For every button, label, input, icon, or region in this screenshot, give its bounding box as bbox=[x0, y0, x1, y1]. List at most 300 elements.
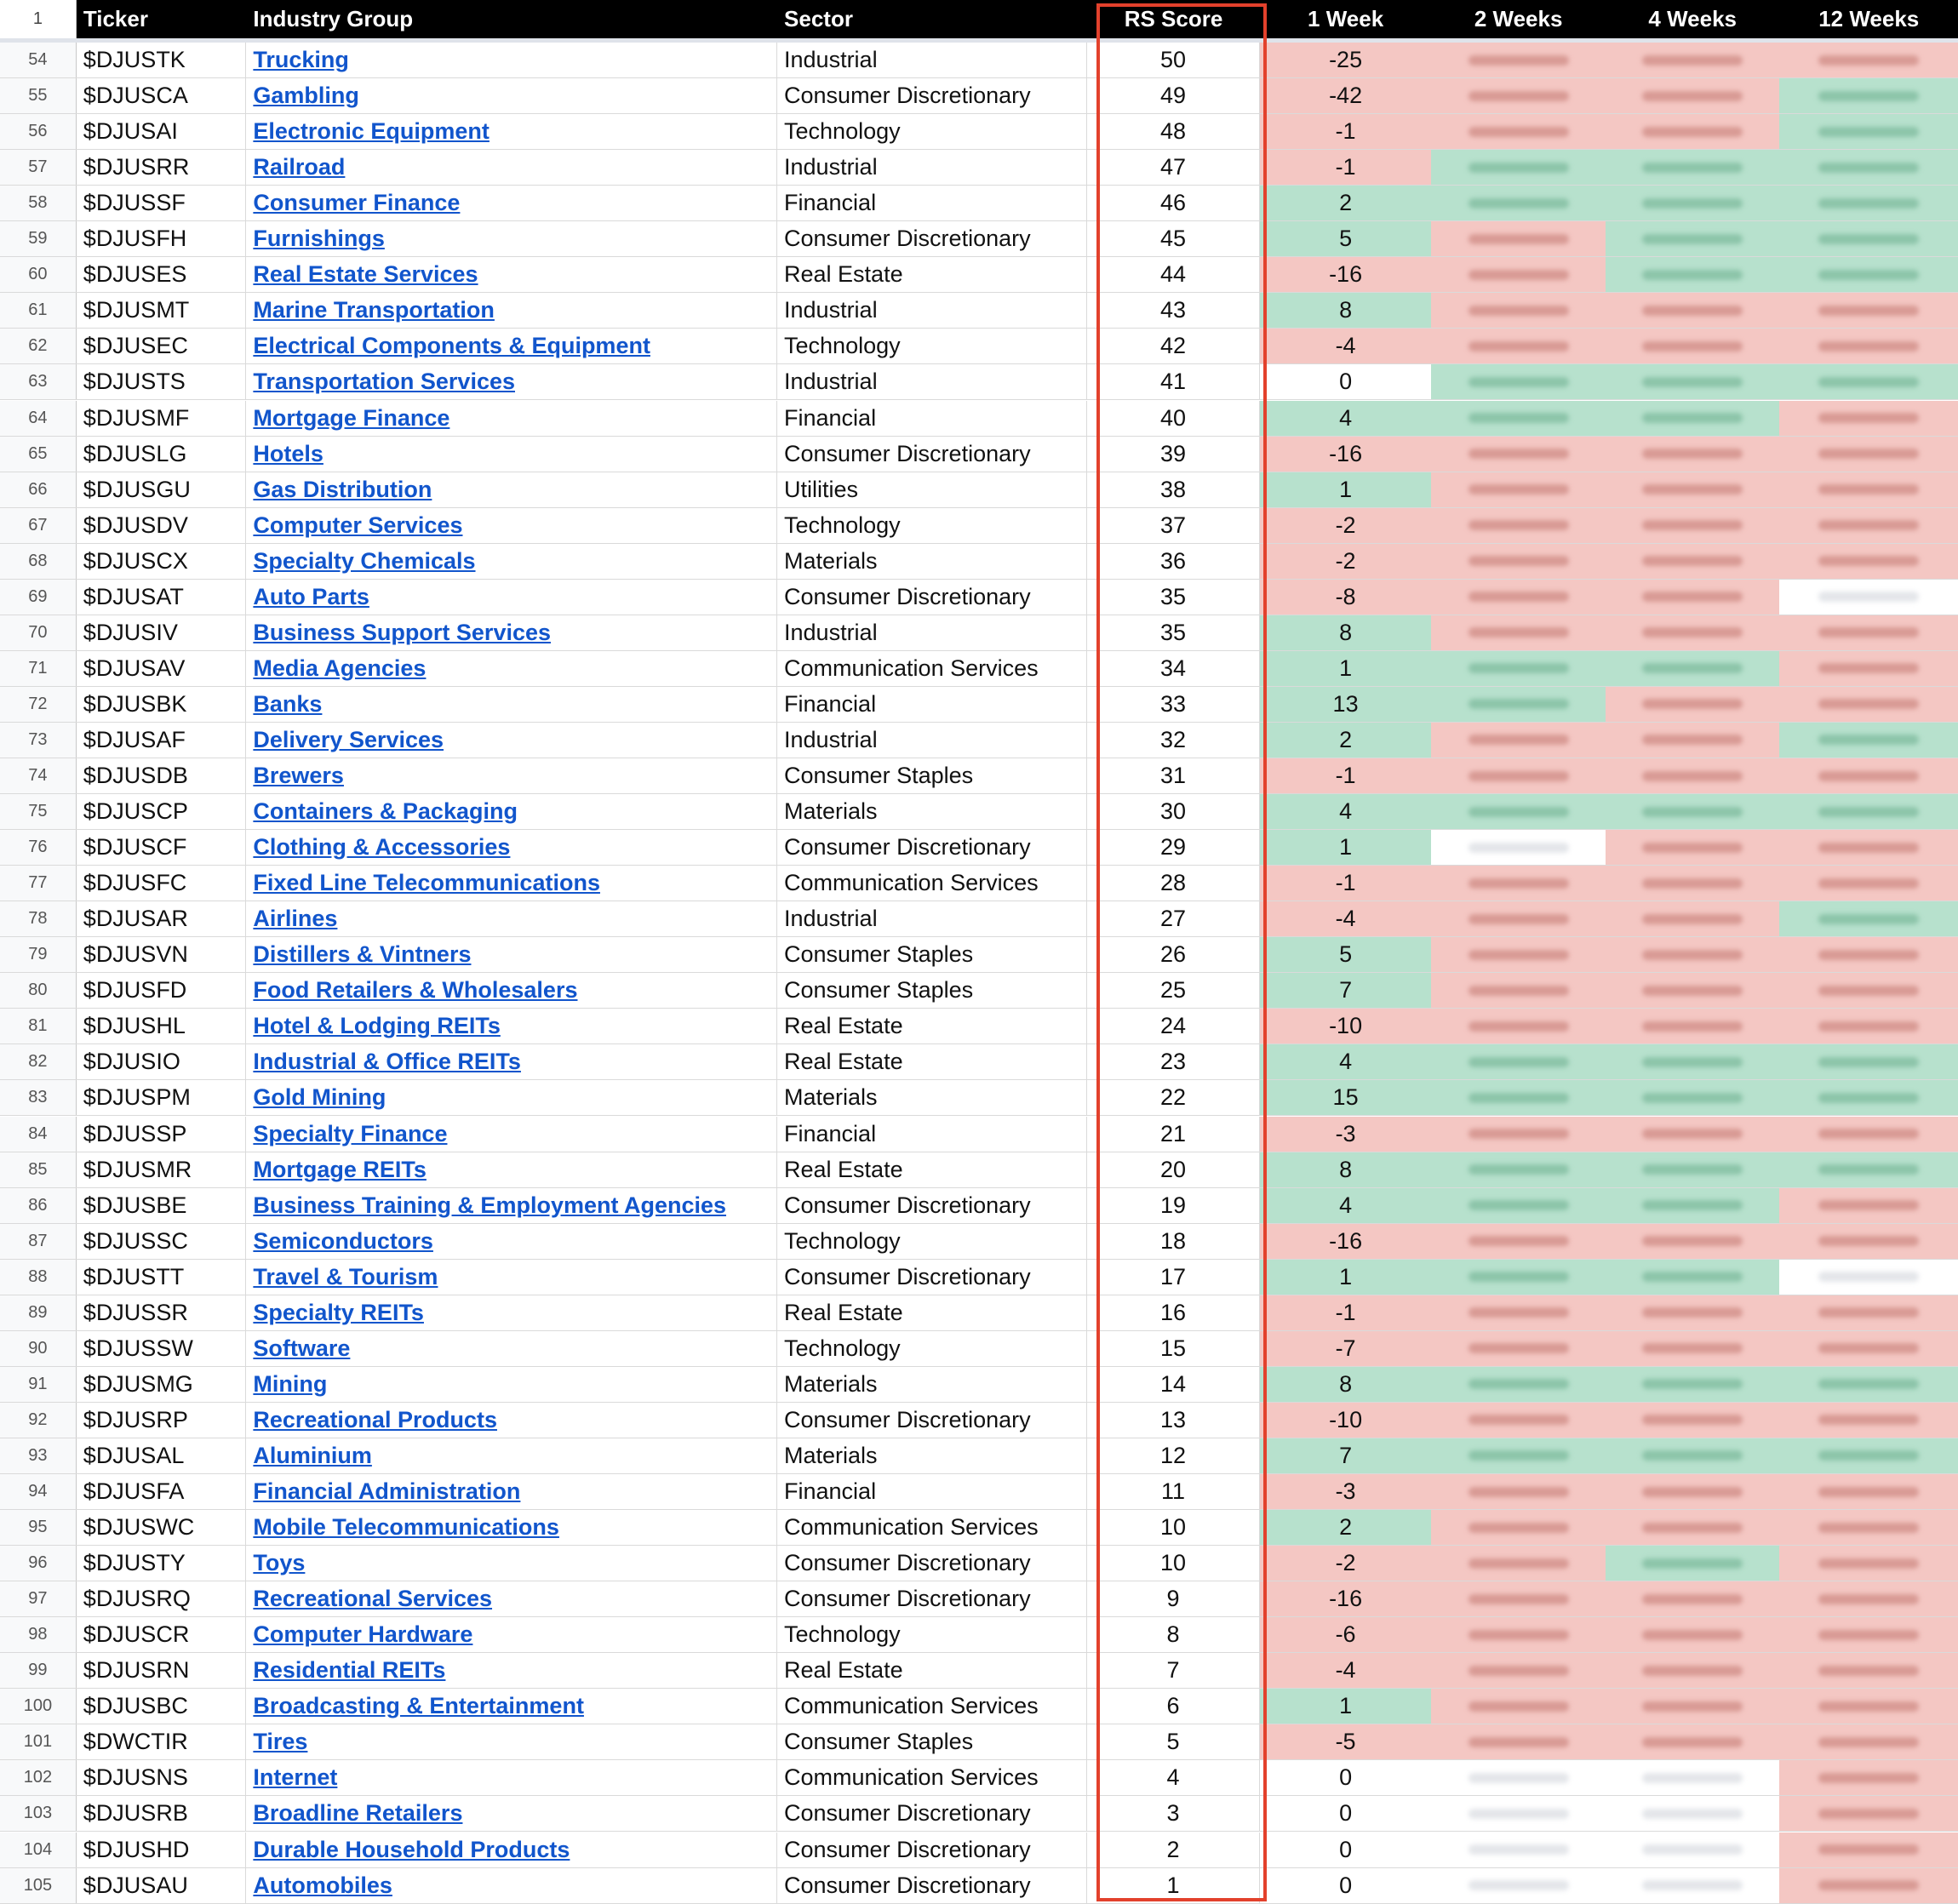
row-number[interactable]: 70 bbox=[0, 615, 77, 650]
column-header-sector[interactable]: Sector bbox=[784, 6, 853, 31]
industry-group-link[interactable]: Food Retailers & Wholesalers bbox=[253, 977, 578, 1003]
sector-cell[interactable]: Consumer Staples bbox=[777, 758, 1087, 793]
ticker-cell[interactable]: $DJUSNS bbox=[77, 1760, 247, 1795]
week-4-change-cell[interactable] bbox=[1606, 723, 1780, 758]
sector-cell[interactable]: Consumer Discretionary bbox=[777, 1868, 1087, 1903]
rs-score-cell[interactable]: 30 bbox=[1087, 794, 1260, 829]
week-12-change-cell[interactable] bbox=[1779, 1546, 1958, 1581]
industry-group-link[interactable]: Mining bbox=[253, 1370, 328, 1397]
week-1-change-cell[interactable]: -1 bbox=[1260, 1295, 1432, 1330]
industry-group-link[interactable]: Automobiles bbox=[253, 1872, 392, 1898]
ticker-cell[interactable]: $DJUSRB bbox=[77, 1796, 247, 1831]
industry-group-link[interactable]: Broadcasting & Entertainment bbox=[253, 1693, 584, 1719]
industry-group-cell[interactable] bbox=[246, 43, 777, 77]
column-header-4-weeks[interactable]: 4 Weeks bbox=[1648, 6, 1737, 31]
week-12-change-cell[interactable] bbox=[1779, 1617, 1958, 1652]
industry-group-cell[interactable] bbox=[246, 1689, 777, 1724]
industry-group-link[interactable]: Recreational Products bbox=[253, 1406, 497, 1432]
industry-group-cell[interactable] bbox=[246, 866, 777, 901]
sector-cell[interactable]: Industrial bbox=[777, 723, 1087, 758]
sector-cell[interactable]: Technology bbox=[777, 329, 1087, 363]
industry-group-cell[interactable] bbox=[246, 1760, 777, 1795]
week-4-change-cell[interactable] bbox=[1606, 1009, 1780, 1043]
industry-group-cell[interactable] bbox=[246, 1009, 777, 1043]
week-1-change-cell[interactable]: -10 bbox=[1260, 1403, 1432, 1438]
industry-group-cell[interactable] bbox=[246, 221, 777, 256]
row-number[interactable]: 54 bbox=[0, 43, 77, 77]
sector-cell[interactable]: Materials bbox=[777, 794, 1087, 829]
week-2-change-cell[interactable] bbox=[1431, 1438, 1606, 1473]
industry-group-cell[interactable] bbox=[246, 114, 777, 149]
row-number[interactable]: 92 bbox=[0, 1403, 77, 1438]
industry-group-cell[interactable] bbox=[246, 1152, 777, 1187]
industry-group-cell[interactable] bbox=[246, 615, 777, 650]
sector-cell[interactable]: Consumer Discretionary bbox=[777, 437, 1087, 472]
week-1-change-cell[interactable]: -4 bbox=[1260, 329, 1432, 363]
week-2-change-cell[interactable] bbox=[1431, 1653, 1606, 1688]
week-2-change-cell[interactable] bbox=[1431, 293, 1606, 328]
industry-group-link[interactable]: Transportation Services bbox=[253, 369, 515, 395]
ticker-cell[interactable]: $DJUSCP bbox=[77, 794, 247, 829]
row-number[interactable]: 102 bbox=[0, 1760, 77, 1795]
week-2-change-cell[interactable] bbox=[1431, 1868, 1606, 1903]
week-2-change-cell[interactable] bbox=[1431, 221, 1606, 256]
row-number[interactable]: 72 bbox=[0, 687, 77, 722]
week-12-change-cell[interactable] bbox=[1779, 221, 1958, 256]
week-12-change-cell[interactable] bbox=[1779, 651, 1958, 686]
week-2-change-cell[interactable] bbox=[1431, 615, 1606, 650]
sector-cell[interactable]: Materials bbox=[777, 1367, 1087, 1402]
sector-cell[interactable]: Industrial bbox=[777, 43, 1087, 77]
industry-group-cell[interactable] bbox=[246, 1724, 777, 1759]
rs-score-cell[interactable]: 5 bbox=[1087, 1724, 1260, 1759]
week-4-change-cell[interactable] bbox=[1606, 401, 1780, 436]
week-4-change-cell[interactable] bbox=[1606, 1724, 1780, 1759]
rs-score-cell[interactable]: 39 bbox=[1087, 437, 1260, 472]
ticker-cell[interactable]: $DJUSSP bbox=[77, 1117, 247, 1152]
week-2-change-cell[interactable] bbox=[1431, 1617, 1606, 1652]
ticker-cell[interactable]: $DJUSTT bbox=[77, 1260, 247, 1295]
week-4-change-cell[interactable] bbox=[1606, 186, 1780, 220]
industry-group-link[interactable]: Gambling bbox=[253, 83, 359, 109]
ticker-cell[interactable]: $DJUSHD bbox=[77, 1833, 247, 1867]
rs-score-cell[interactable]: 42 bbox=[1087, 329, 1260, 363]
sector-cell[interactable]: Consumer Discretionary bbox=[777, 1188, 1087, 1223]
sector-cell[interactable]: Consumer Discretionary bbox=[777, 1403, 1087, 1438]
industry-group-cell[interactable] bbox=[246, 1833, 777, 1867]
week-4-change-cell[interactable] bbox=[1606, 651, 1780, 686]
row-number[interactable]: 61 bbox=[0, 293, 77, 328]
week-4-change-cell[interactable] bbox=[1606, 43, 1780, 77]
row-number[interactable]: 96 bbox=[0, 1546, 77, 1581]
industry-group-cell[interactable] bbox=[246, 1367, 777, 1402]
row-number[interactable]: 97 bbox=[0, 1581, 77, 1616]
week-12-change-cell[interactable] bbox=[1779, 866, 1958, 901]
column-header-2-weeks[interactable]: 2 Weeks bbox=[1474, 6, 1563, 31]
week-2-change-cell[interactable] bbox=[1431, 1080, 1606, 1115]
ticker-cell[interactable]: $DJUSTS bbox=[77, 364, 247, 399]
week-1-change-cell[interactable]: 1 bbox=[1260, 1260, 1432, 1295]
rs-score-cell[interactable]: 10 bbox=[1087, 1510, 1260, 1545]
week-1-change-cell[interactable]: 1 bbox=[1260, 830, 1432, 865]
sector-cell[interactable]: Industrial bbox=[777, 615, 1087, 650]
week-1-change-cell[interactable]: 8 bbox=[1260, 1367, 1432, 1402]
row-number[interactable]: 86 bbox=[0, 1188, 77, 1223]
rs-score-cell[interactable]: 26 bbox=[1087, 937, 1260, 972]
rs-score-cell[interactable]: 35 bbox=[1087, 615, 1260, 650]
week-1-change-cell[interactable]: -1 bbox=[1260, 114, 1432, 149]
rs-score-cell[interactable]: 10 bbox=[1087, 1546, 1260, 1581]
row-number[interactable]: 87 bbox=[0, 1224, 77, 1259]
week-12-change-cell[interactable] bbox=[1779, 937, 1958, 972]
week-1-change-cell[interactable]: 4 bbox=[1260, 401, 1432, 436]
week-2-change-cell[interactable] bbox=[1431, 937, 1606, 972]
ticker-cell[interactable]: $DJUSIO bbox=[77, 1044, 247, 1079]
rs-score-cell[interactable]: 23 bbox=[1087, 1044, 1260, 1079]
industry-group-link[interactable]: Hotel & Lodging REITs bbox=[253, 1013, 501, 1039]
industry-group-link[interactable]: Railroad bbox=[253, 154, 346, 180]
industry-group-link[interactable]: Specialty Chemicals bbox=[253, 547, 476, 574]
week-2-change-cell[interactable] bbox=[1431, 114, 1606, 149]
week-12-change-cell[interactable] bbox=[1779, 794, 1958, 829]
ticker-cell[interactable]: $DJUSBK bbox=[77, 687, 247, 722]
sector-cell[interactable]: Financial bbox=[777, 1117, 1087, 1152]
industry-group-link[interactable]: Business Support Services bbox=[253, 619, 552, 645]
rs-score-cell[interactable]: 27 bbox=[1087, 901, 1260, 936]
week-1-change-cell[interactable]: 0 bbox=[1260, 1796, 1432, 1831]
sector-cell[interactable]: Industrial bbox=[777, 293, 1087, 328]
industry-group-cell[interactable] bbox=[246, 723, 777, 758]
sector-cell[interactable]: Industrial bbox=[777, 901, 1087, 936]
week-2-change-cell[interactable] bbox=[1431, 1367, 1606, 1402]
industry-group-cell[interactable] bbox=[246, 1653, 777, 1688]
ticker-cell[interactable]: $DJUSMT bbox=[77, 293, 247, 328]
week-4-change-cell[interactable] bbox=[1606, 1868, 1780, 1903]
week-1-change-cell[interactable]: 1 bbox=[1260, 1689, 1432, 1724]
industry-group-cell[interactable] bbox=[246, 580, 777, 615]
rs-score-cell[interactable]: 24 bbox=[1087, 1009, 1260, 1043]
week-4-change-cell[interactable] bbox=[1606, 544, 1780, 579]
row-number[interactable]: 69 bbox=[0, 580, 77, 615]
week-12-change-cell[interactable] bbox=[1779, 1224, 1958, 1259]
industry-group-cell[interactable] bbox=[246, 293, 777, 328]
industry-group-cell[interactable] bbox=[246, 544, 777, 579]
industry-group-link[interactable]: Mortgage Finance bbox=[253, 404, 450, 431]
week-12-change-cell[interactable] bbox=[1779, 1152, 1958, 1187]
industry-group-cell[interactable] bbox=[246, 508, 777, 543]
week-2-change-cell[interactable] bbox=[1431, 1796, 1606, 1831]
week-1-change-cell[interactable]: 1 bbox=[1260, 651, 1432, 686]
ticker-cell[interactable]: $DJUSMF bbox=[77, 401, 247, 436]
week-4-change-cell[interactable] bbox=[1606, 937, 1780, 972]
ticker-cell[interactable]: $DJUSCR bbox=[77, 1617, 247, 1652]
row-number[interactable]: 68 bbox=[0, 544, 77, 579]
industry-group-link[interactable]: Banks bbox=[253, 690, 323, 717]
row-number[interactable]: 81 bbox=[0, 1009, 77, 1043]
industry-group-cell[interactable] bbox=[246, 1260, 777, 1295]
industry-group-cell[interactable] bbox=[246, 364, 777, 399]
row-number[interactable]: 57 bbox=[0, 150, 77, 185]
rs-score-cell[interactable]: 3 bbox=[1087, 1796, 1260, 1831]
row-number[interactable]: 98 bbox=[0, 1617, 77, 1652]
ticker-cell[interactable]: $DJUSES bbox=[77, 257, 247, 292]
industry-group-cell[interactable] bbox=[246, 937, 777, 972]
week-2-change-cell[interactable] bbox=[1431, 329, 1606, 363]
week-12-change-cell[interactable] bbox=[1779, 1474, 1958, 1509]
week-2-change-cell[interactable] bbox=[1431, 1152, 1606, 1187]
rs-score-cell[interactable]: 28 bbox=[1087, 866, 1260, 901]
industry-group-link[interactable]: Industrial & Office REITs bbox=[253, 1049, 521, 1075]
industry-group-link[interactable]: Auto Parts bbox=[253, 583, 369, 609]
ticker-cell[interactable]: $DJUSDV bbox=[77, 508, 247, 543]
rs-score-cell[interactable]: 11 bbox=[1087, 1474, 1260, 1509]
week-2-change-cell[interactable] bbox=[1431, 401, 1606, 436]
week-12-change-cell[interactable] bbox=[1779, 544, 1958, 579]
sector-cell[interactable]: Real Estate bbox=[777, 1152, 1087, 1187]
week-4-change-cell[interactable] bbox=[1606, 973, 1780, 1008]
rs-score-cell[interactable]: 29 bbox=[1087, 830, 1260, 865]
week-12-change-cell[interactable] bbox=[1779, 1833, 1958, 1867]
row-number[interactable]: 101 bbox=[0, 1724, 77, 1759]
ticker-cell[interactable]: $DJUSAR bbox=[77, 901, 247, 936]
row-number[interactable]: 90 bbox=[0, 1331, 77, 1366]
week-1-change-cell[interactable]: -2 bbox=[1260, 508, 1432, 543]
week-4-change-cell[interactable] bbox=[1606, 1188, 1780, 1223]
row-number[interactable]: 78 bbox=[0, 901, 77, 936]
industry-group-cell[interactable] bbox=[246, 973, 777, 1008]
rs-score-cell[interactable]: 6 bbox=[1087, 1689, 1260, 1724]
week-1-change-cell[interactable]: 5 bbox=[1260, 221, 1432, 256]
ticker-cell[interactable]: $DJUSRN bbox=[77, 1653, 247, 1688]
week-1-change-cell[interactable]: 0 bbox=[1260, 1760, 1432, 1795]
week-1-change-cell[interactable]: 2 bbox=[1260, 723, 1432, 758]
industry-group-cell[interactable] bbox=[246, 1581, 777, 1616]
week-1-change-cell[interactable]: -16 bbox=[1260, 1224, 1432, 1259]
industry-group-link[interactable]: Marine Transportation bbox=[253, 297, 495, 323]
row-number[interactable]: 79 bbox=[0, 937, 77, 972]
industry-group-cell[interactable] bbox=[246, 794, 777, 829]
row-number[interactable]: 73 bbox=[0, 723, 77, 758]
week-1-change-cell[interactable]: -3 bbox=[1260, 1474, 1432, 1509]
week-1-change-cell[interactable]: -8 bbox=[1260, 580, 1432, 615]
week-2-change-cell[interactable] bbox=[1431, 1760, 1606, 1795]
row-number[interactable]: 74 bbox=[0, 758, 77, 793]
industry-group-link[interactable]: Delivery Services bbox=[253, 726, 444, 752]
week-2-change-cell[interactable] bbox=[1431, 544, 1606, 579]
week-4-change-cell[interactable] bbox=[1606, 150, 1780, 185]
ticker-cell[interactable]: $DJUSGU bbox=[77, 472, 247, 507]
week-4-change-cell[interactable] bbox=[1606, 1581, 1780, 1616]
sector-cell[interactable]: Consumer Staples bbox=[777, 973, 1087, 1008]
sector-cell[interactable]: Industrial bbox=[777, 150, 1087, 185]
week-2-change-cell[interactable] bbox=[1431, 1188, 1606, 1223]
ticker-cell[interactable]: $DJUSSF bbox=[77, 186, 247, 220]
sector-cell[interactable]: Financial bbox=[777, 186, 1087, 220]
week-12-change-cell[interactable] bbox=[1779, 401, 1958, 436]
industry-group-cell[interactable] bbox=[246, 687, 777, 722]
sector-cell[interactable]: Consumer Discretionary bbox=[777, 1796, 1087, 1831]
row-number[interactable]: 80 bbox=[0, 973, 77, 1008]
row-number[interactable]: 64 bbox=[0, 401, 77, 436]
week-4-change-cell[interactable] bbox=[1606, 1224, 1780, 1259]
week-1-change-cell[interactable]: -1 bbox=[1260, 758, 1432, 793]
week-12-change-cell[interactable] bbox=[1779, 830, 1958, 865]
industry-group-link[interactable]: Broadline Retailers bbox=[253, 1800, 463, 1827]
sector-cell[interactable]: Communication Services bbox=[777, 651, 1087, 686]
sector-cell[interactable]: Consumer Discretionary bbox=[777, 830, 1087, 865]
ticker-cell[interactable]: $DJUSWC bbox=[77, 1510, 247, 1545]
week-1-change-cell[interactable]: 7 bbox=[1260, 1438, 1432, 1473]
industry-group-cell[interactable] bbox=[246, 1044, 777, 1079]
week-12-change-cell[interactable] bbox=[1779, 615, 1958, 650]
sector-cell[interactable]: Consumer Discretionary bbox=[777, 1546, 1087, 1581]
week-1-change-cell[interactable]: -2 bbox=[1260, 544, 1432, 579]
week-4-change-cell[interactable] bbox=[1606, 830, 1780, 865]
row-number[interactable]: 94 bbox=[0, 1474, 77, 1509]
rs-score-cell[interactable]: 25 bbox=[1087, 973, 1260, 1008]
week-4-change-cell[interactable] bbox=[1606, 1510, 1780, 1545]
rs-score-cell[interactable]: 22 bbox=[1087, 1080, 1260, 1115]
week-2-change-cell[interactable] bbox=[1431, 1295, 1606, 1330]
row-number[interactable]: 93 bbox=[0, 1438, 77, 1473]
industry-group-cell[interactable] bbox=[246, 758, 777, 793]
week-1-change-cell[interactable]: -16 bbox=[1260, 1581, 1432, 1616]
sector-cell[interactable]: Communication Services bbox=[777, 1689, 1087, 1724]
industry-group-cell[interactable] bbox=[246, 1224, 777, 1259]
ticker-cell[interactable]: $DJUSMR bbox=[77, 1152, 247, 1187]
week-12-change-cell[interactable] bbox=[1779, 293, 1958, 328]
week-12-change-cell[interactable] bbox=[1779, 1510, 1958, 1545]
rs-score-cell[interactable]: 48 bbox=[1087, 114, 1260, 149]
industry-group-cell[interactable] bbox=[246, 901, 777, 936]
week-1-change-cell[interactable]: -10 bbox=[1260, 1009, 1432, 1043]
rs-score-cell[interactable]: 36 bbox=[1087, 544, 1260, 579]
rs-score-cell[interactable]: 49 bbox=[1087, 78, 1260, 113]
sector-cell[interactable]: Technology bbox=[777, 114, 1087, 149]
week-1-change-cell[interactable]: 4 bbox=[1260, 1044, 1432, 1079]
rs-score-cell[interactable]: 31 bbox=[1087, 758, 1260, 793]
industry-group-link[interactable]: Semiconductors bbox=[253, 1227, 433, 1254]
industry-group-link[interactable]: Media Agencies bbox=[253, 655, 427, 681]
week-1-change-cell[interactable]: -25 bbox=[1260, 43, 1432, 77]
week-2-change-cell[interactable] bbox=[1431, 1581, 1606, 1616]
sector-cell[interactable]: Communication Services bbox=[777, 1760, 1087, 1795]
week-2-change-cell[interactable] bbox=[1431, 257, 1606, 292]
industry-group-cell[interactable] bbox=[246, 651, 777, 686]
week-2-change-cell[interactable] bbox=[1431, 1510, 1606, 1545]
industry-group-link[interactable]: Clothing & Accessories bbox=[253, 834, 511, 861]
week-12-change-cell[interactable] bbox=[1779, 1581, 1958, 1616]
rs-score-cell[interactable]: 46 bbox=[1087, 186, 1260, 220]
row-number[interactable]: 67 bbox=[0, 508, 77, 543]
week-4-change-cell[interactable] bbox=[1606, 901, 1780, 936]
week-1-change-cell[interactable]: -6 bbox=[1260, 1617, 1432, 1652]
industry-group-cell[interactable] bbox=[246, 401, 777, 436]
row-number[interactable]: 60 bbox=[0, 257, 77, 292]
week-4-change-cell[interactable] bbox=[1606, 1117, 1780, 1152]
industry-group-cell[interactable] bbox=[246, 257, 777, 292]
week-4-change-cell[interactable] bbox=[1606, 257, 1780, 292]
week-4-change-cell[interactable] bbox=[1606, 1617, 1780, 1652]
week-12-change-cell[interactable] bbox=[1779, 1796, 1958, 1831]
week-12-change-cell[interactable] bbox=[1779, 472, 1958, 507]
week-4-change-cell[interactable] bbox=[1606, 508, 1780, 543]
sector-cell[interactable]: Consumer Discretionary bbox=[777, 1833, 1087, 1867]
week-2-change-cell[interactable] bbox=[1431, 364, 1606, 399]
sector-cell[interactable]: Consumer Discretionary bbox=[777, 580, 1087, 615]
week-1-change-cell[interactable]: 13 bbox=[1260, 687, 1432, 722]
ticker-cell[interactable]: $DJUSEC bbox=[77, 329, 247, 363]
rs-score-cell[interactable]: 2 bbox=[1087, 1833, 1260, 1867]
week-2-change-cell[interactable] bbox=[1431, 1546, 1606, 1581]
sector-cell[interactable]: Utilities bbox=[777, 472, 1087, 507]
week-2-change-cell[interactable] bbox=[1431, 651, 1606, 686]
rs-score-cell[interactable]: 17 bbox=[1087, 1260, 1260, 1295]
sector-cell[interactable]: Real Estate bbox=[777, 257, 1087, 292]
week-1-change-cell[interactable]: -4 bbox=[1260, 901, 1432, 936]
week-12-change-cell[interactable] bbox=[1779, 1295, 1958, 1330]
week-2-change-cell[interactable] bbox=[1431, 580, 1606, 615]
week-4-change-cell[interactable] bbox=[1606, 1260, 1780, 1295]
ticker-cell[interactable]: $DJUSDB bbox=[77, 758, 247, 793]
week-2-change-cell[interactable] bbox=[1431, 43, 1606, 77]
industry-group-link[interactable]: Financial Administration bbox=[253, 1478, 521, 1504]
week-4-change-cell[interactable] bbox=[1606, 1474, 1780, 1509]
industry-group-link[interactable]: Business Training & Employment Agencies bbox=[253, 1192, 727, 1218]
sector-cell[interactable]: Financial bbox=[777, 401, 1087, 436]
sector-cell[interactable]: Consumer Discretionary bbox=[777, 221, 1087, 256]
industry-group-link[interactable]: Electrical Components & Equipment bbox=[253, 333, 650, 359]
sector-cell[interactable]: Technology bbox=[777, 508, 1087, 543]
week-2-change-cell[interactable] bbox=[1431, 794, 1606, 829]
ticker-cell[interactable]: $DJUSAT bbox=[77, 580, 247, 615]
industry-group-link[interactable]: Distillers & Vintners bbox=[253, 941, 472, 968]
rs-score-cell[interactable]: 7 bbox=[1087, 1653, 1260, 1688]
week-12-change-cell[interactable] bbox=[1779, 329, 1958, 363]
week-2-change-cell[interactable] bbox=[1431, 973, 1606, 1008]
week-4-change-cell[interactable] bbox=[1606, 1689, 1780, 1724]
sector-cell[interactable]: Consumer Discretionary bbox=[777, 78, 1087, 113]
week-4-change-cell[interactable] bbox=[1606, 114, 1780, 149]
sector-cell[interactable]: Real Estate bbox=[777, 1653, 1087, 1688]
week-4-change-cell[interactable] bbox=[1606, 437, 1780, 472]
industry-group-link[interactable]: Electronic Equipment bbox=[253, 118, 490, 145]
week-2-change-cell[interactable] bbox=[1431, 758, 1606, 793]
rs-score-cell[interactable]: 34 bbox=[1087, 651, 1260, 686]
row-number[interactable]: 105 bbox=[0, 1868, 77, 1903]
week-12-change-cell[interactable] bbox=[1779, 508, 1958, 543]
ticker-cell[interactable]: $DJUSFD bbox=[77, 973, 247, 1008]
rs-score-cell[interactable]: 47 bbox=[1087, 150, 1260, 185]
ticker-cell[interactable]: $DJUSCF bbox=[77, 830, 247, 865]
rs-score-cell[interactable]: 43 bbox=[1087, 293, 1260, 328]
industry-group-link[interactable]: Software bbox=[253, 1335, 351, 1361]
week-12-change-cell[interactable] bbox=[1779, 1117, 1958, 1152]
rs-score-cell[interactable]: 16 bbox=[1087, 1295, 1260, 1330]
week-1-change-cell[interactable]: 15 bbox=[1260, 1080, 1432, 1115]
industry-group-link[interactable]: Hotels bbox=[253, 440, 323, 466]
industry-group-link[interactable]: Aluminium bbox=[253, 1442, 372, 1468]
ticker-cell[interactable]: $DJUSAL bbox=[77, 1438, 247, 1473]
week-12-change-cell[interactable] bbox=[1779, 1403, 1958, 1438]
week-12-change-cell[interactable] bbox=[1779, 1009, 1958, 1043]
week-4-change-cell[interactable] bbox=[1606, 615, 1780, 650]
ticker-cell[interactable]: $DJUSAV bbox=[77, 651, 247, 686]
ticker-cell[interactable]: $DJUSIV bbox=[77, 615, 247, 650]
ticker-cell[interactable]: $DJUSSR bbox=[77, 1295, 247, 1330]
ticker-cell[interactable]: $DJUSFH bbox=[77, 221, 247, 256]
week-4-change-cell[interactable] bbox=[1606, 364, 1780, 399]
